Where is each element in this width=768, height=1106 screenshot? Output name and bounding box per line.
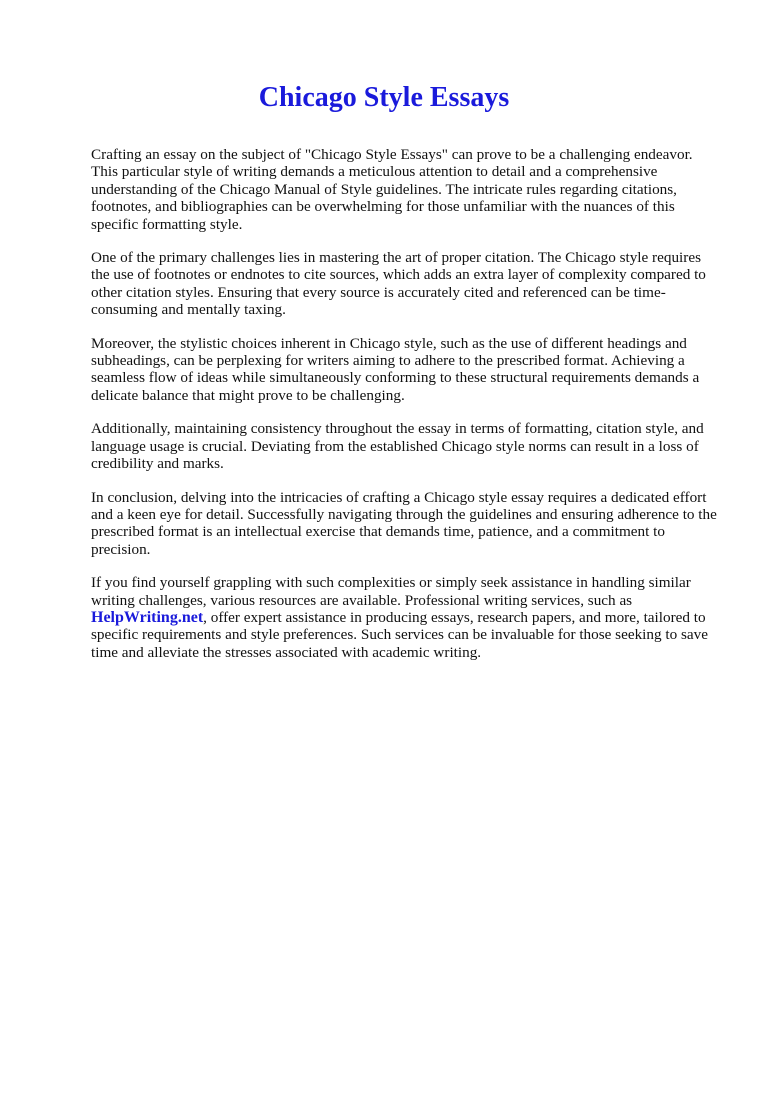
paragraph-6 <box>91 574 723 661</box>
page-title: Chicago Style Essays <box>258 82 510 113</box>
paragraph-2: One of the primary challenges lies in mastering the art of proper citation. The Chicago style requires the use of footnotes or endnotes to cite sources, which adds an extra layer of complexity compared to other citation styles. Ensuring that every source is accurately cited and referenced can be time-consuming and mentally taxing. <box>91 249 706 319</box>
paragraph-5: In conclusion, delving into the intricacies of crafting a Chicago style essay requires a dedicated effort and a keen eye for detail. Successfully navigating through the guidelines and ensuring adherence to the prescribed format is an intellectual exercise that demands time, patience, and a commitment to precision. <box>91 488 717 558</box>
paragraph-6-text-after-link: , offer expert assistance in producing essays, research papers, and more, tailored to specific requirements and style preferences. Such services can be invaluable for those seeking to save time and alleviate the stresses associated with academic writing. <box>91 608 708 661</box>
document-page <box>0 82 768 1106</box>
helpwriting-link[interactable]: HelpWriting.net <box>91 608 204 626</box>
paragraph-6-text-before-link: If you find yourself grappling with such complexities or simply seek assistance in handling similar writing challenges, various resources are available. Professional writing services, such as <box>91 574 691 609</box>
paragraph-1: Crafting an essay on the subject of "Chicago Style Essays" can prove to be a challenging endeavor. This particular style of writing demands a meticulous attention to detail and a comprehensive understanding of the Chicago Manual of Style guidelines. The intricate rules regarding citations, footnotes, and bibliographies can be overwhelming for those unfamiliar with the nuances of this specific formatting style. <box>91 146 693 233</box>
paragraph-4: Additionally, maintaining consistency throughout the essay in terms of formatting, citation style, and language usage is crucial. Deviating from the established Chicago style norms can result in a loss of credibility and marks. <box>91 420 704 473</box>
essay-body <box>91 146 723 661</box>
paragraph-3: Moreover, the stylistic choices inherent in Chicago style, such as the use of different headings and subheadings, can be perplexing for writers aiming to adhere to the prescribed format. Achieving a seamless flow of ideas while simultaneously conforming to these structural requirements demands a delicate balance that might prove to be challenging. <box>91 334 700 404</box>
